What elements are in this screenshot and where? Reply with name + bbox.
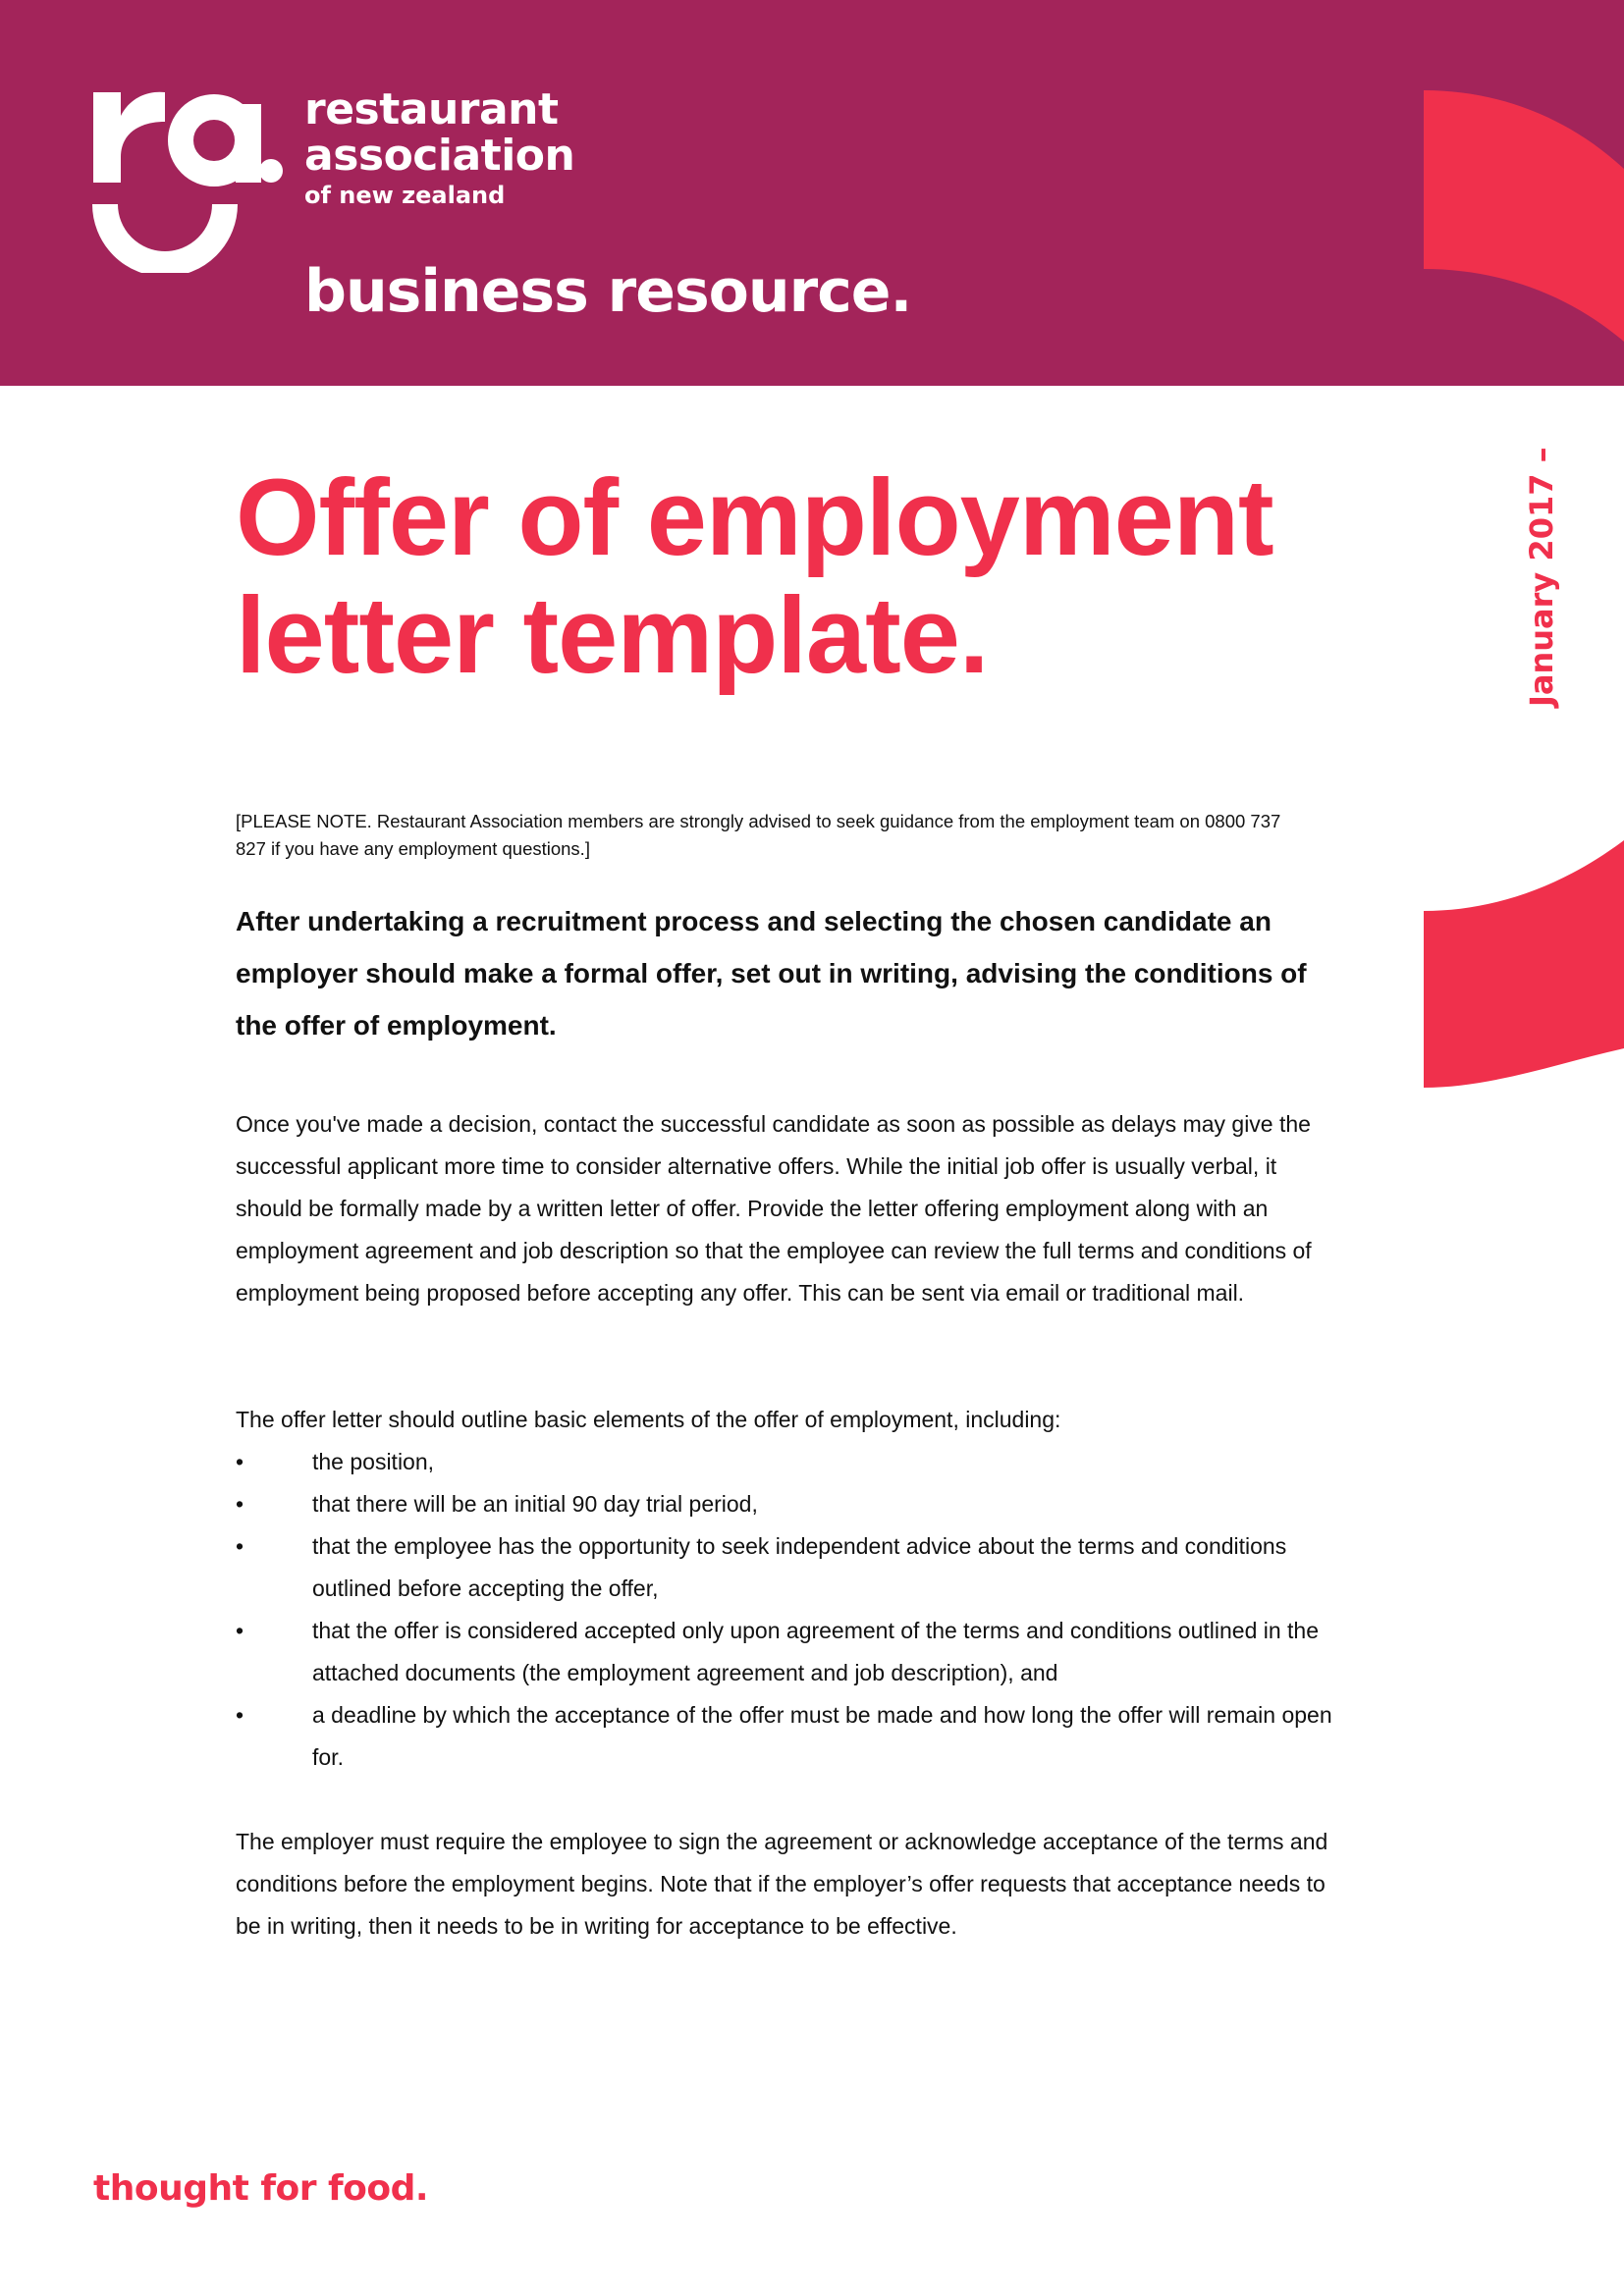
logo-wordmark	[304, 86, 574, 210]
bullet-icon: •	[236, 1533, 244, 1559]
lead-paragraph: After undertaking a recruitment process and selecting the chosen candidate an employer should make a formal offer, set out in writing, advising the conditions of the offer of employment.	[236, 906, 1307, 1041]
decorative-arc-side	[1424, 840, 1624, 1088]
decorative-arc-top	[1424, 90, 1624, 342]
member-note: [PLEASE NOTE. Restaurant Association members are strongly advised to seek guidance from the employment team on 0800 737 827 if you have any employment questions.]	[236, 811, 1281, 859]
offer-elements-list	[236, 1441, 1335, 1779]
list-item-text: a deadline by which the acceptance of the offer must be made and how long the offer will remain open for.	[312, 1702, 1332, 1770]
page-title: Offer of employment letter template.	[236, 457, 1273, 696]
section-label: business resource.	[304, 257, 912, 326]
header-band	[0, 0, 1624, 386]
list-item	[236, 1694, 1335, 1779]
footer-tagline: thought for food.	[93, 2168, 429, 2209]
list-item-text: that there will be an initial 90 day trial period,	[312, 1491, 758, 1517]
date-label: January 2017 –	[1523, 447, 1560, 707]
list-item-text: that the employee has the opportunity to seek independent advice about the terms and conditions outlined before accepting the offer,	[312, 1533, 1287, 1601]
list-item	[236, 1525, 1335, 1610]
list-item	[236, 1610, 1335, 1694]
list-item	[236, 1441, 1335, 1483]
bullet-icon: •	[236, 1449, 244, 1474]
logo-name-line2: association	[304, 131, 575, 181]
list-item-text: the position,	[312, 1449, 435, 1474]
list-item	[236, 1483, 1335, 1525]
logo-name-line1: restaurant	[304, 84, 559, 134]
list-item-text: that the offer is considered accepted only upon agreement of the terms and conditions outlined in the attached documents (the employment agreement and job description), and	[312, 1618, 1320, 1685]
body-paragraph-3: The employer must require the employee to sign the agreement or acknowledge acceptance of the terms and conditions before the employment begins. Note that if the employer’s offer requests that acceptance needs to be in writing, then it needs to be in writing for acceptance to be effective.	[236, 1829, 1328, 1939]
bullet-icon: •	[236, 1702, 244, 1728]
body-paragraph-1: Once you've made a decision, contact the successful candidate as soon as possible as delays may give the successful applicant more time to consider alternative offers. While the initial job offer is usually verbal, it should be formally made by a written letter of offer. Provide the letter offering employment along with an employment agreement and job description so that the employee can review the full terms and conditions of employment being proposed before accepting any offer. This can be sent via email or traditional mail.	[236, 1111, 1312, 1306]
logo-name-line3: of new zealand	[304, 182, 506, 209]
body-paragraph-2: The offer letter should outline basic elements of the offer of employment, including:	[236, 1407, 1061, 1432]
ra-logo-icon	[88, 86, 285, 273]
bullet-icon: •	[236, 1618, 244, 1643]
bullet-icon: •	[236, 1491, 244, 1517]
